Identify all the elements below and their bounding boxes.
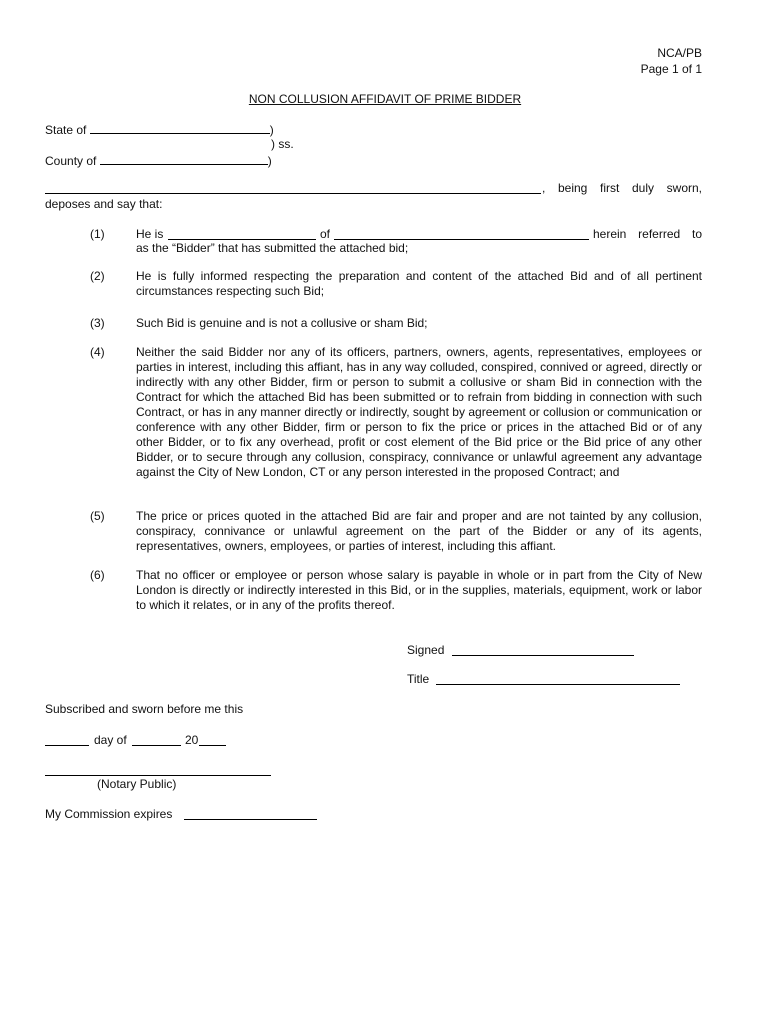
item-number: (6) (90, 568, 105, 582)
item-2-text: He is fully informed respecting the preparation and content of the attached Bid and of all pertinent circumstances respecting such Bid; (136, 269, 702, 298)
county-field[interactable] (100, 152, 268, 165)
item-3-text: Such Bid is genuine and is not a collusive or sham Bid; (136, 316, 428, 330)
item-1-of: of (320, 227, 331, 241)
item-number: (5) (90, 509, 105, 523)
position-field[interactable] (168, 239, 316, 240)
state-label: State of (45, 123, 87, 137)
form-code: NCA/PB (657, 46, 702, 60)
title-label: Title (407, 672, 430, 686)
item-number: (3) (90, 316, 105, 330)
item-number: (4) (90, 345, 105, 359)
notary-public-label: (Notary Public) (97, 777, 177, 791)
county-paren: ) (267, 154, 272, 168)
day-field[interactable] (45, 745, 89, 746)
item-6-text: That no officer or employee or person whose salary is payable in whole or in part from the City of New London is directly or indirectly interested in this Bid, or in the supplies, materials, equipment, work or labor to which it relates, or in any of the profits thereof. (136, 568, 702, 612)
state-row (45, 121, 274, 138)
commission-label: My Commission expires (45, 807, 173, 821)
item-5-text: The price or prices quoted in the attached Bid are fair and proper and are not tainted by any collusion, conspiracy, connivance or unlawful agreement on the part of the Bidder or any of its agents, representatives, owners, employees, or parties of interest, including this affiant. (136, 509, 702, 553)
commission-expiry-field[interactable] (184, 819, 317, 820)
ss-mark: ) ss. (271, 137, 294, 151)
item-4-text: Neither the said Bidder nor any of its officers, partners, owners, agents, representatives, employees or parties in interest, including this affiant, has in any way colluded, conspired, connived or agreed, directly or indirectly with any other Bidder, firm or person to submit a collusive or sham Bid in connection with the Contract for which the attached Bid has been submitted or to refrain from bidding in connection with such Contract, or has in any manner directly or indirectly, sought by agreement or collusion or communication or conference with any other Bidder, firm or person to fix the price or prices in the attached Bid or of any other Bidder, or to fix any overhead, profit or cost element of the Bid price or the Bid price of any other Bidder, or to secure through any collusion, conspiracy, connivance or unlawful agreement any advantage against the City of New London, CT or any person interested in the proposed Contract; and (136, 345, 702, 479)
signed-label: Signed (407, 643, 445, 657)
document-title: NON COLLUSION AFFIDAVIT OF PRIME BIDDER (248, 92, 522, 106)
item-number: (1) (90, 227, 105, 241)
county-label: County of (45, 154, 97, 168)
subscribed-text: Subscribed and sworn before me this (45, 702, 244, 716)
year-prefix: 20 (185, 733, 199, 747)
year-field[interactable] (199, 745, 226, 746)
month-field[interactable] (132, 745, 181, 746)
signer-title-field[interactable] (436, 684, 680, 685)
county-row (45, 152, 272, 169)
item-number: (2) (90, 269, 105, 283)
item-1-he-is: He is (136, 227, 164, 241)
notary-signature-field[interactable] (45, 775, 271, 776)
deposes-text: deposes and say that: (45, 197, 163, 211)
day-of-label: day of (94, 733, 127, 747)
sworn-text: , being first duly sworn, (542, 181, 702, 195)
state-paren: ) (269, 123, 274, 137)
item-1-line2: as the “Bidder” that has submitted the attached bid; (136, 241, 409, 255)
item-1-herein: herein referred to (593, 227, 702, 241)
state-field[interactable] (90, 121, 270, 134)
signature-field[interactable] (452, 655, 634, 656)
company-field[interactable] (334, 239, 589, 240)
page-number: Page 1 of 1 (640, 62, 702, 76)
deponent-name-field[interactable] (45, 193, 541, 194)
